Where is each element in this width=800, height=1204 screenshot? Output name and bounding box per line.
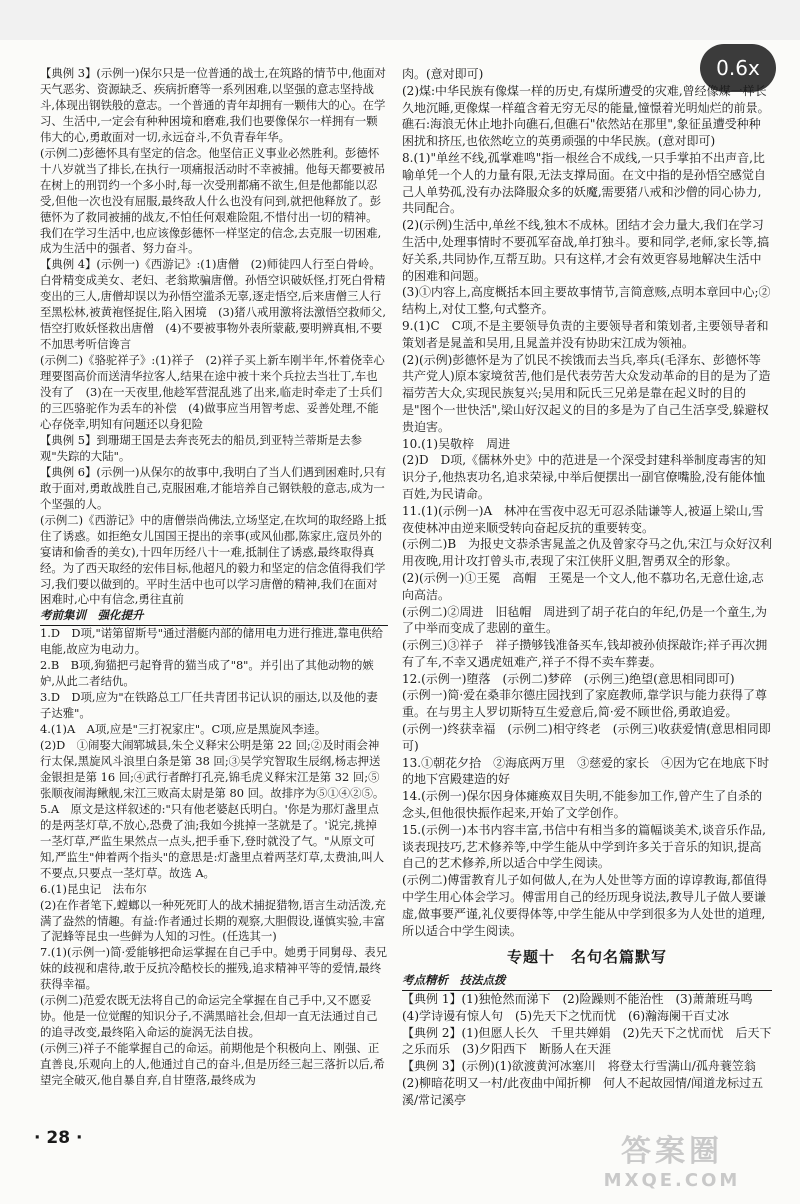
answer-paragraph: (2)(示例一)①王冕 高帽 王冕是一个文人,他不慕功名,无意仕途,志向高洁。 bbox=[402, 570, 764, 602]
answer-paragraph: 【典例 5】到珊瑚王国是去奔丧死去的船员,到亚特兰蒂斯是去参观"失踪的大陆"。 bbox=[40, 432, 363, 463]
answer-paragraph: 12.(示例一)堕落 (示例二)梦碎 (示例三)绝望(意思相同即可) bbox=[402, 671, 735, 686]
answer-paragraph: (3)①内容上,高度概括本回主要故事情节,言简意赅,点明本章回中心;②结构上,对仗工整,句式整齐。 bbox=[402, 285, 771, 317]
answer-paragraph: 3.D D项,应为"在铁路总工厂任共青团书记认识的丽达,以及他的妻子达雅"。 bbox=[40, 690, 378, 721]
answer-paragraph: (2)D D项,《儒林外史》中的范进是一个深受封建科举制度毒害的知识分子,他热衷功名,追求荣禄,中举后便摆出一副官僚嘴脸,没有能体恤百姓,为民请命。 bbox=[402, 453, 767, 501]
site-watermark bbox=[572, 1134, 772, 1198]
answer-paragraph: (示例二)②周进 旧毡帽 周进到了胡子花白的年纪,仍是一个童生,为了中举而变成了悲剧的童生。 bbox=[402, 604, 767, 636]
answer-paragraph: (示例二)傅雷教育儿子如何做人,在为人处世等方面的谆谆教诲,都值得中学生用心体会学习。傅雷用自己的经历现身说法,教导儿子做人要谦虚,做事要严谨,礼仪要得体等,中学生能从中学到很多为人处世的道理,所以适合中学生阅读。 bbox=[402, 873, 767, 938]
answer-paragraph: (示例一)终获幸福 (示例二)相守终老 (示例三)收获爱情(意思相同即可) bbox=[402, 722, 771, 753]
answer-paragraph: 5.A 原文是这样叙述的:"只有他老婆赵氏明白。'你是为那灯盏里点的是两茎灯草,不放心,恐费了油;我如今挑掉一茎就是了。'说完,挑掉一茎灯草,严监生果然点一点头,把手垂下,登时就没了气。"从原文可知,严监生"伸着两个指头"的意思是:灯盏里点着两茎灯草,太费油,叫人不要点,只要点一茎灯草。故选 A。 bbox=[40, 801, 385, 880]
answer-paragraph: (示例二)《骆驼祥子》:(1)祥子 (2)祥子买上新车刚半年,怀着侥幸心理要图高价而送清华拉客人,结果在途中被十来个兵拉去当壮丁,车也没有了 (3)在一天夜里,他趁军营混乱逃了出来,临走时牵走了士兵们的三匹骆驼作为丢车的补偿 (4)做事应当用智考虑、妥善处理,不能心存侥幸,明知有问题还以身犯险 bbox=[40, 353, 385, 431]
section-heading: 考点精析 技法点拨 bbox=[402, 972, 772, 991]
zoom-level-badge[interactable]: 0.6x bbox=[700, 44, 776, 92]
answer-paragraph: (2)(示例)生活中,单丝不线,独木不成林。团结才会力量大,我们在学习生活中,处理事情时不要孤军奋战,单打独斗。要和同学,老师,家长等,搞好关系,共同协作,互帮互助。只有这样,才会有效更容易地解决生活中的困难和问题。 bbox=[402, 218, 770, 283]
answer-paragraph: 6.(1)昆虫记 法布尔 bbox=[40, 881, 147, 896]
left-text-column bbox=[40, 66, 388, 1089]
answer-paragraph: 8.(1)"单丝不线,孤掌难鸣"指一根丝合不成线,一只手掌拍不出声音,比喻单凭一个人的力量有限,无法支撑局面。在文中指的是孙悟空感觉自己人单势孤,没有办法降服众多的妖魔,需要猪八戒和沙僧的同心协力,共同配合。 bbox=[402, 150, 766, 216]
answer-paragraph: 【典例 3】(示例一)保尔只是一位普通的战士,在筑路的情节中,他面对天气恶劣、资源缺乏、疾病折磨等一系列困难,以坚强的意志坚持战斗,体现出钢铁般的意志。一个普通的青年却拥有一颗伟大的心。在学习、生活中,一定会有种种困境和磨难,我们也要像保尔一样拥有一颗伟大的心,勇敢面对一切,永远奋斗,不负青春年华。 bbox=[40, 66, 386, 144]
answer-paragraph: 15.(示例一)本书内容丰富,书信中有相当多的篇幅谈美术,谈音乐作品,谈表现技巧,艺术修养等,中学生能从中学到许多关于音乐的知识,提高自己的艺术修养,所以适合中学生阅读。 bbox=[402, 822, 766, 871]
answer-paragraph: 10.(1)吴敬梓 周进 bbox=[402, 436, 511, 451]
answer-paragraph: 1.D D项,"诺第留斯号"通过潜艇内部的储用电力进行推进,靠电供给电能,故应为电动力。 bbox=[40, 626, 384, 657]
answer-paragraph: 13.①朝花夕拾 ②海底两万里 ③慈爱的家长 ④因为它在地底下时的地下宫殿建造的好 bbox=[402, 755, 770, 787]
answer-paragraph: (示例三)祥子不能掌握自己的命运。前期他是个积极向上、刚强、正直善良,乐观向上的人,他通过自己的奋斗,但是历经三起三落折以后,希望完全破灭,他自暴自弃,自甘堕落,最终成为 bbox=[40, 1041, 385, 1088]
right-text-column bbox=[402, 66, 772, 1109]
answer-paragraph: 14.(示例一)保尔因身体瘫痪双目失明,不能参加工作,曾产生了自杀的念头,但他很快振作起来,开始了文学创作。 bbox=[402, 789, 763, 821]
answer-paragraph: 7.(1)(示例一)简·爱能够把命运掌握在自己手中。她勇于同舅母、表兄妹的歧视和虐待,敢于反抗冷酷校长的摧残,追求精神平等的爱情,最终获得幸福。 bbox=[40, 945, 388, 992]
answer-paragraph: (示例二)彭德怀具有坚定的信念。他坚信正义事业必然胜利。彭德怀十八岁就当了排长,在执行一项痛报活动时不幸被捕。他每天都要被吊在树上的刑罚约一个多小时,每一次受刑都痛不欲生,但是他都能以忍受,但他一次也没有屈服,最终敌人什么也没有问到,就把他释放了。彭德怀为了救同被捕的战友,不怕任何艰难险阻,不惜付出一切的精神。我们在学习生活中,也应该像彭德怀一样坚定的信念,去克服一切困难,成为生活中的强者、努力奋斗。 bbox=[40, 145, 386, 256]
answer-paragraph: 【典例 2】(1)但愿人长久 千里共婵娟 (2)先天下之忧而忧 后天下之乐而乐 (3)夕阳西下 断肠人在天涯 bbox=[402, 1025, 772, 1057]
section-heading: 考前集训 强化提升 bbox=[40, 608, 388, 626]
answer-paragraph: (示例二)B 为报史文恭杀害晁盖之仇及曾家夺马之仇,宋江与众好汉利用夜晚,用计攻打曾头市,表现了宋江侠肝义胆,智勇双全的形象。 bbox=[402, 537, 772, 569]
watermark-url-text: MXQE.COM bbox=[603, 1170, 741, 1191]
answer-paragraph: 【典例 4】(示例一)《西游记》:(1)唐僧 (2)师徒四人行至白骨岭。白骨精变成美女、老妇、老翁欺骗唐僧。孙悟空识破妖怪,打死白骨精变出的三人,唐僧却误以为孙悟空滥杀无辜,逐走悟空,后来唐僧三人行至黑松林,被黄袍怪捉住,陷入困境 (3)猪八戒用激将法激悟空救师父,悟空打败妖怪救出唐僧 (4)不要被事物外表所蒙蔽,要明辨真相,不要不加思考听信谗言 bbox=[40, 257, 386, 352]
answer-paragraph: 2.B B项,狗猫把弓起脊背的猫当成了"8"。并引出了其他动物的嫉妒,从此二者结仇。 bbox=[40, 658, 374, 689]
answer-paragraph: (示例三)③祥子 祥子攒够钱准备买车,钱却被孙侦探敲诈;祥子再次拥有了车,不幸又遇虎妞难产,祥子不得不卖车葬妻。 bbox=[402, 638, 768, 669]
answer-paragraph: 4.(1)A A项,应是"三打祝家庄"。C项,应是黑旋风李逵。 bbox=[40, 722, 327, 737]
answer-paragraph: 肉。(意对即可) bbox=[402, 67, 484, 81]
answer-paragraph: 【典例 3】(示例)(1)欲渡黄河冰塞川 将登太行雪满山/孤舟蓑笠翁 (2)柳暗花明又一村/此夜曲中闻折柳 何人不起故园情/闻道龙标过五溪/常记溪亭 bbox=[402, 1059, 768, 1107]
answer-paragraph: (示例二)范爱农既无法将自己的命运完全掌握在自己手中,又不愿妥协。他是一位觉醒的知识分子,不满黑暗社会,但却一直无法通过自己的追寻改变,最终陷入命运的旋涡无法自拔。 bbox=[40, 993, 378, 1040]
watermark-logo-text: 答案圈 bbox=[621, 1134, 723, 1169]
answer-paragraph: (2)煤:中华民族有像煤一样的历史,有煤所遭受的灾难,曾经像煤一样长久地沉睡,更像煤一样蕴含着无穷无尽的能量,憧憬着光明灿烂的前景。礁石:海浪无休止地扑向礁石,但礁石"依然站在那里",象征虽遭受种种困扰和挤压,也依然屹立的英勇顽强的中华民族。(意对即可) bbox=[402, 83, 770, 149]
section-title: 专题十 名句名篇默写 bbox=[506, 948, 667, 967]
answer-paragraph: (示例二)《西游记》中的唐僧崇尚佛法,立场坚定,在坎坷的取经路上抵住了诱惑。如拒绝女儿国国王提出的亲事(或风仙郡,陈家庄,寇员外的宴请和偷香的美女),十四年历经八十一难,抵制住了诱惑,最终取得真经。为了西天取经的宏伟目标,他超凡的毅力和坚定的信念值得我们学习,我们要以做到的。平时生活中也可以学习唐僧的精神,我们在面对困难时,心中有信念,勇往直前 bbox=[40, 512, 387, 607]
answer-paragraph: (2)在作者笔下,螳螂以一种死死盯人的战术捕捉猎物,语言生动活泼,充满了盎然的情趣。有益:作者通过长期的观察,大胆假设,谨慎实验,丰富了泥蜂等昆虫一些鲜为人知的习性。(任选其一) bbox=[40, 897, 386, 944]
answer-paragraph: (2)D ①闹娶大闹郓城县,朱仝义释宋公明是第 22 回;②及时雨会神行太保,黑旋风斗浪里白条是第 38 回;③吴学究智取生辰纲,杨志押送金银担是第 16 回;④武行者醉打孔亮,锦毛虎义释宋江是第 32 回;⑤张顺夜闹海鳅舰,宋江三败高太尉是第 80 回。故排序为⑤①④②⑤。 bbox=[40, 738, 385, 800]
answer-paragraph: 11.(1)(示例一)A 林冲在雪夜中忍无可忍杀陆谦等人,被逼上梁山,雪夜使林冲由逆来顺受转向奋起反抗的重要转变。 bbox=[402, 503, 764, 535]
page-number: · 28 · bbox=[34, 1128, 83, 1148]
answer-paragraph: 【典例 1】(1)独怆然而涕下 (2)险躁则不能治性 (3)萧萧班马鸣 (4)学诗谩有惊人句 (5)先天下之忧而忧 (6)瀚海阑干百丈冰 bbox=[402, 992, 765, 1023]
answer-paragraph: 9.(1)C C项,不是主要领导负责的主要领导者和策划者,主要领导者和策划者是晁盖和吴用,且晁盖并没有协助宋江成为领袖。 bbox=[402, 318, 769, 350]
answer-paragraph: (示例一)简·爱在桑菲尔德庄园找到了家庭教师,靠学识与能力获得了尊重。在与男主人罗切斯特互生爱意后,简·爱不顾世俗,勇敢追爱。 bbox=[402, 688, 767, 720]
viewer-top-bar bbox=[0, 0, 800, 40]
answer-paragraph: 【典例 6】(示例一)从保尔的故事中,我明白了当人们遇到困难时,只有敢于面对,勇敢战胜自己,克服困难,才能培养自己钢铁般的意志,成为一个坚强的人。 bbox=[40, 464, 386, 511]
answer-paragraph: (2)(示例)彭德怀是为了饥民不挨饿而去当兵,率兵(毛泽东、彭德怀等共产党人)原本家境贫苦,他们是代表劳苦大众发动革命的目的是为了造福劳苦大众,实现民族复兴;吴用和阮氏三兄弟是靠在起义时的目的是"图个一世快活",梁山好汉起义的目的多是为了自己生活享受,躲避权贵迫害。 bbox=[402, 352, 771, 434]
